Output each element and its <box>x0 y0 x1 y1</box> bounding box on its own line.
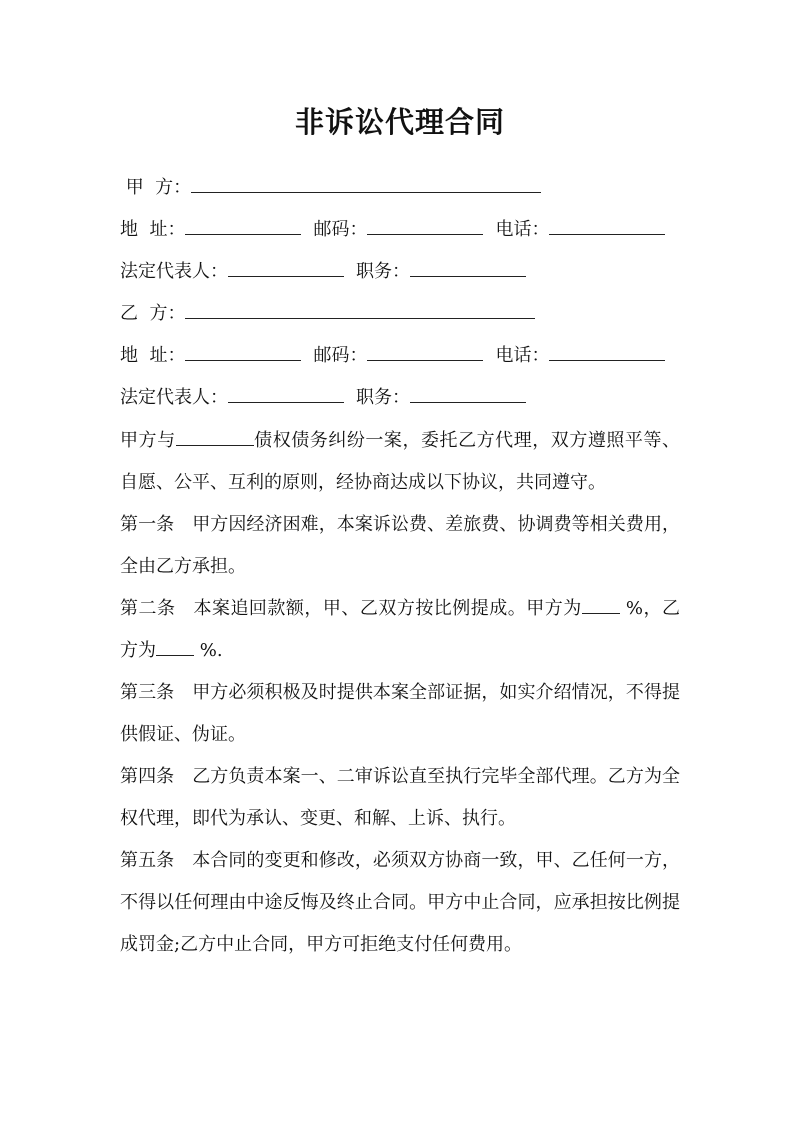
article-2-text-b: %，乙方为 <box>120 598 681 661</box>
article-2-text-a: 本案追回款额，甲、乙双方按比例提成。甲方为 <box>193 598 582 619</box>
article-2-label: 第二条 <box>120 598 176 619</box>
party-a-percent-blank[interactable] <box>582 593 620 614</box>
article-1-text: 甲方因经济困难，本案诉讼费、差旅费、协调费等相关费用，全由乙方承担。 <box>120 514 681 577</box>
party-a-rep-line <box>120 256 526 286</box>
party-b-rep-label: 法定代表人： <box>120 387 228 408</box>
party-b-rep-line <box>120 382 526 412</box>
party-b-rep-blank[interactable] <box>228 382 344 403</box>
party-b-phone-blank[interactable] <box>549 340 665 361</box>
party-b-postcode-blank[interactable] <box>367 340 483 361</box>
party-b-name-line <box>120 298 535 328</box>
party-a-rep-blank[interactable] <box>228 256 344 277</box>
article-5-label: 第五条 <box>120 850 175 871</box>
party-b-name-blank[interactable] <box>185 298 535 319</box>
party-a-label: 甲 方： <box>120 177 192 198</box>
article-3-label: 第三条 <box>120 682 175 703</box>
party-a-name-blank[interactable] <box>191 172 541 193</box>
article-1 <box>120 504 680 588</box>
party-b-position-blank[interactable] <box>410 382 526 403</box>
party-a-address-blank[interactable] <box>185 214 301 235</box>
party-a-postcode-blank[interactable] <box>367 214 483 235</box>
intro-paragraph <box>120 420 680 504</box>
article-5 <box>120 840 680 966</box>
party-b-address-label: 地 址： <box>120 345 186 366</box>
intro-part2: 债权债务纠纷一案，委托乙方代理，双方遵照平等、自愿、公平、互利的原则，经协商达成以下协议，共同遵守。 <box>120 430 681 493</box>
article-3 <box>120 672 680 756</box>
article-2 <box>120 588 680 672</box>
party-b-address-blank[interactable] <box>185 340 301 361</box>
dispute-party-blank[interactable] <box>176 425 254 446</box>
party-a-address-line <box>120 214 665 244</box>
party-a-phone-label: 电话： <box>495 219 550 240</box>
party-a-address-label: 地 址： <box>120 219 186 240</box>
article-2-text-c: %. <box>194 640 223 661</box>
party-b-percent-blank[interactable] <box>156 635 194 656</box>
article-4-label: 第四条 <box>120 766 175 787</box>
document-title: 非诉讼代理合同 <box>294 105 505 139</box>
article-4-text: 乙方负责本案一、二审诉讼直至执行完毕全部代理。乙方为全权代理，即代为承认、变更、和解、上诉、执行。 <box>120 766 681 829</box>
party-b-address-line <box>120 340 665 370</box>
article-5-text: 本合同的变更和修改，必须双方协商一致，甲、乙任何一方，不得以任何理由中途反悔及终止合同。甲方中止合同，应承担按比例提成罚金;乙方中止合同，甲方可拒绝支付任何费用。 <box>120 850 681 955</box>
party-a-phone-blank[interactable] <box>549 214 665 235</box>
article-1-label: 第一条 <box>120 514 175 535</box>
party-b-label: 乙 方： <box>120 303 186 324</box>
intro-part1: 甲方与 <box>120 430 176 451</box>
party-a-position-blank[interactable] <box>410 256 526 277</box>
party-a-rep-label: 法定代表人： <box>120 261 228 282</box>
party-b-postcode-label: 邮码： <box>313 345 368 366</box>
party-b-phone-label: 电话： <box>495 345 550 366</box>
article-4 <box>120 756 680 840</box>
article-3-text: 甲方必须积极及时提供本案全部证据，如实介绍情况，不得提供假证、伪证。 <box>120 682 681 745</box>
party-a-position-label: 职务： <box>356 261 410 282</box>
party-a-name-line <box>120 172 541 202</box>
party-b-position-label: 职务： <box>356 387 410 408</box>
party-a-postcode-label: 邮码： <box>313 219 368 240</box>
